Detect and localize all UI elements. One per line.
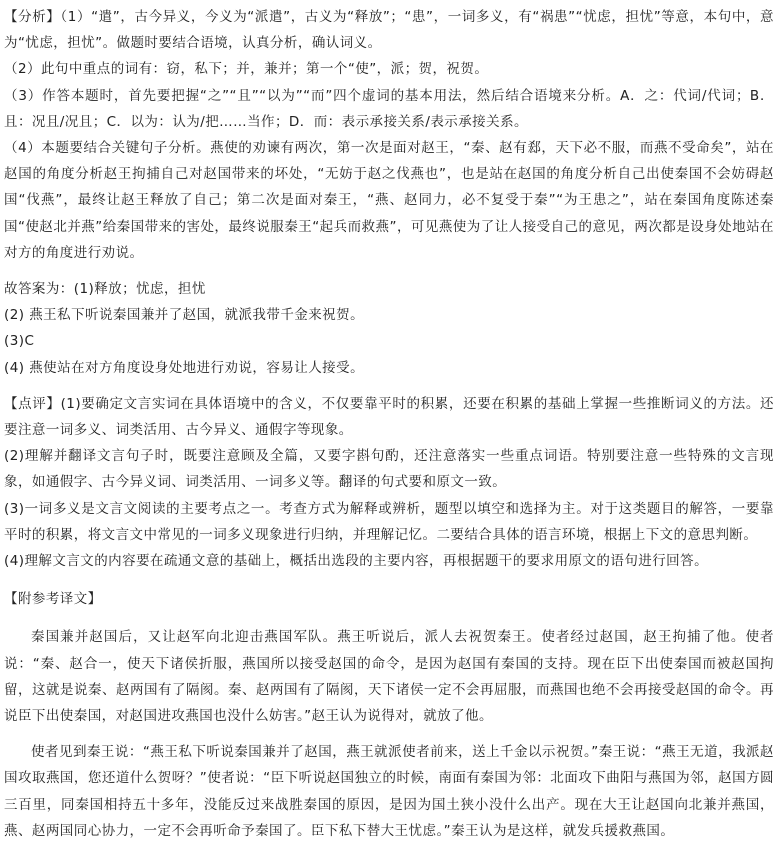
analysis-item-4: （4）本题要结合关键句子分析。燕使的劝谏有两次，第一次是面对赵王，“秦、赵有郄，天下必不服，而燕不受命矣”，站在赵国的角度分析赵王拘捕自己对赵国带来的坏处，“无妨于赵之伐燕也”，也是站在赵国的角度分析自己出使秦国不会妨碍赵国“伐燕”，最终让赵王释放了自己；第二次是面对秦王，“燕、赵同力，必不复受于秦”“为王患之”，站在秦国角度陈述秦国“使赵北并燕”给秦国带来的害处，最终说服秦王“起兵而救燕”，可见燕使为了让人接受自己的意见，两次都是设身处地站在对方的角度进行劝说。 <box>4 140 774 261</box>
comment-item-2: (2)理解并翻译文言句子时，既要注意顾及全篇，又要字斟句酌，还注意落实一些重点词语。特别要注意一些特殊的文言现象，如通假字、古今异义词、词类活用、一词多义等。翻译的句式要和原文一致。 <box>4 448 774 491</box>
translation-paragraph-2: 使者见到秦王说：“燕王私下听说秦国兼并了赵国，燕王就派使者前来，送上千金以示祝贺。”秦王说：“燕王无道，我派赵国攻取燕国，您还道什么贺呀？”使者说：“臣下听说赵国独立的时候，南面有秦国为邻：北面攻下曲阳与燕国为邻，赵国方圆三百里，同秦国相持五十多年，没能反过来战胜秦国的原因，是因为国土狭小没什么出产。现在大王让赵国向北兼并燕国，燕、赵两国同心协力，一定不会再听命予秦国了。臣下私下替大王忧虑。”秦王认为是这样，就发兵援救燕国。 <box>4 744 774 839</box>
analysis-item-2: （2）此句中重点的词有：窃，私下；并，兼并；第一个“使”，派；贺，祝贺。 <box>4 61 489 78</box>
comment-item-1 <box>4 391 774 443</box>
answer-2: (2) 燕王私下听说秦国兼并了赵国，就派我带千金来祝贺。 <box>4 307 365 324</box>
analysis-item-3: （3）作答本题时，首先要把握“之”“且”“以为”“而”四个虚词的基本用法，然后结合语境来分析。A．之：代词/代词；B．且：况且/况且；C．以为：认为/把……当作；D．而：表示承接关系/表示承接关系。 <box>4 87 774 130</box>
comment-item-1-text: (1)要确定文言实词在具体语境中的含义，不仅要靠平时的积累，还要在积累的基础上掌握一些推断词义的方法。还要注意一词多义、词类活用、古今异义、通假字等现象。 <box>4 395 774 439</box>
analysis-heading: 【分析】 <box>4 9 61 25</box>
answer-3: (3)C <box>4 333 35 350</box>
answer-4: (4) 燕使站在对方角度设身处地进行劝说，容易让人接受。 <box>4 359 365 376</box>
translation-paragraph-1: 秦国兼并赵国后，又让赵军向北迎击燕国军队。燕王听说后，派人去祝贺秦王。使者经过赵国，赵王拘捕了他。使者说：“秦、赵合一，使天下诸侯折服，燕国所以接受赵国的命令，是因为赵国有秦国的支持。现在臣下出使秦国而被赵国拘留，这就是说秦、赵两国有了隔阂。秦、赵两国有了隔阂，天下诸侯一定不会再屈服，而燕国也绝不会再接受赵国的命令。再说臣下出使秦国，对赵国进攻燕国也没什么妨害。”赵王认为说得对，就放了他。 <box>4 629 774 725</box>
translation-heading: 【附参考译文】 <box>4 591 102 608</box>
comment-heading: 【点评】 <box>4 395 61 412</box>
comment-item-4: (4)理解文言文的内容要在疏通文意的基础上，概括出选段的主要内容，再根据题干的要求用原文的语句进行回答。 <box>4 553 709 570</box>
analysis-item-1-text: （1）“遣”，古今异义，今义为“派遣”，古义为“释放”；“患”，一词多义，有“祸患”“忧虑，担忧”等意，本句中，意为“忧虑，担忧”。做题时要结合语境，认真分析，确认词义。 <box>4 9 774 52</box>
comment-item-3: (3)一词多义是文言文阅读的主要考点之一。考查方式为解释或辨析，题型以填空和选择为主。对于这类题目的解答，一要靠平时的积累，将文言文中常见的一词多义现象进行归纳，并理解记忆。二要结合具体的语言环境，根据上下文的意思判断。 <box>4 500 774 543</box>
answer-intro: 故答案为：(1)释放；忧虑，担忧 <box>4 281 206 298</box>
analysis-item-1 <box>4 4 774 56</box>
